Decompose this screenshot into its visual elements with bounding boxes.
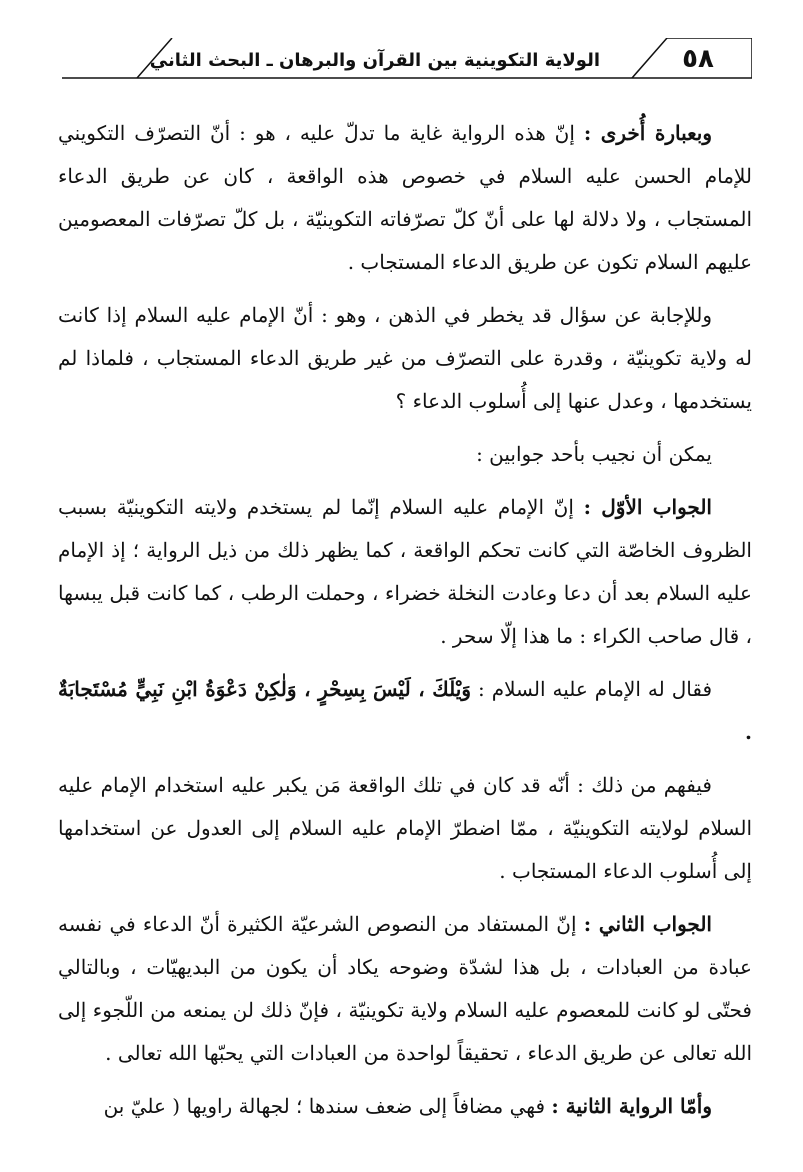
paragraph-text: إنّ المستفاد من النصوص الشرعيّة الكثيرة أنّ الدعاء في نفسه عبادة من العبادات ، بل هذا لشدّة وضوحه يكاد أن يكون من البديهيّات ، وبالتالي فحتّى لو كانت للمعصوم عليه السلام ولاية تكوينيّة ، فإنّ ذلك لن يمنعه من اللّجوء إلى الله تعالى عن طريق الدعاء ، تحقيقاً لواحدة من العبادات التي يحبّها الله تعالى . xyxy=(58,912,752,1065)
paragraph-lead: الجواب الأوّل : xyxy=(583,495,712,519)
paragraph xyxy=(58,433,752,476)
paragraph xyxy=(58,668,752,754)
paragraph xyxy=(58,294,752,423)
paragraph-lead: وبعبارة أُخرى : xyxy=(583,121,712,145)
running-title: الولاية التكوينية بين القرآن والبرهان ـ البحث الثاني xyxy=(149,50,600,71)
paragraph-text: فقال له الإمام عليه السلام : xyxy=(471,677,713,701)
paragraph xyxy=(58,112,752,284)
paragraph-lead: وأمّا الرواية الثانية : xyxy=(551,1094,712,1118)
page-number: ٥٨ xyxy=(682,44,714,74)
paragraph xyxy=(58,764,752,893)
page-header xyxy=(62,38,752,88)
paragraph-text: إنّ هذه الرواية غاية ما تدلّ عليه ، هو : أنّ التصرّف التكويني للإمام الحسن عليه السلام في خصوص هذه الواقعة ، كان عن طريق الدعاء المستجاب ، ولا دلالة لها على أنّ كلّ تصرّفاته التكوينيّة ، بل كلّ تصرّفات المعصومين عليهم السلام تكون عن طريق الدعاء المستجاب . xyxy=(58,121,752,274)
quoted-saying: وَيْلَكَ ، لَيْسَ بِسِحْرٍ ، وَلٰكِنْ دَعْوَةُ ابْنِ نَبِيٍّ مُسْتَجابَةٌ . xyxy=(58,677,752,744)
paragraph-text: إنّ الإمام عليه السلام إنّما لم يستخدم ولايته التكوينيّة بسبب الظروف الخاصّة التي كانت تحكم الواقعة ، كما يظهر ذلك من ذيل الرواية ؛ إذ الإمام عليه السلام بعد أن دعا وعادت النخلة خضراء ، وحملت الرطب ، كما كانت قبل يبسها ، قال صاحب الكراء : ما هذا إلّا سحر . xyxy=(58,495,752,648)
paragraph xyxy=(58,903,752,1075)
paragraph-text: يمكن أن نجيب بأحد جوابين : xyxy=(476,442,712,466)
paragraph-text: فيفهم من ذلك : أنّه قد كان في تلك الواقعة مَن يكبر عليه استخدام الإمام عليه السلام لولايته التكوينيّة ، ممّا اضطرّ الإمام عليه السلام إلى العدول عن استخدامها إلى أُسلوب الدعاء المستجاب . xyxy=(58,773,752,883)
paragraph-text: فهي مضافاً إلى ضعف سندها ؛ لجهالة راويها ( عليّ بن xyxy=(103,1094,552,1118)
paragraph-lead: الجواب الثاني : xyxy=(583,912,712,936)
paragraph xyxy=(58,486,752,658)
paragraph-text: وللإجابة عن سؤال قد يخطر في الذهن ، وهو : أنّ الإمام عليه السلام إذا كانت له ولاية تكوينيّة ، وقدرة على التصرّف من غير طريق الدعاء المستجاب ، فلماذا لم يستخدمها ، وعدل عنها إلى أُسلوب الدعاء ؟ xyxy=(58,303,752,413)
page-body xyxy=(58,112,752,1138)
paragraph xyxy=(58,1085,752,1128)
